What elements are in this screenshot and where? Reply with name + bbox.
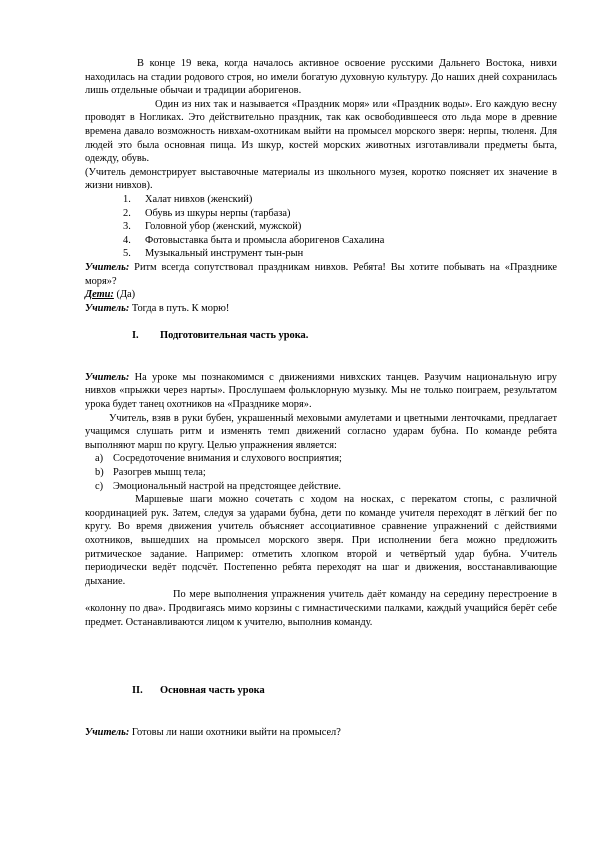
section-title: Подготовительная часть урока. (160, 330, 309, 342)
list-item-text: Эмоциональный настрой на предстоящее действие. (113, 480, 342, 492)
list-item (85, 234, 557, 248)
list-item-text: Головной убор (женский, мужской) (145, 221, 302, 233)
list-item-text: Сосредоточение внимания и слухового восприятия; (113, 453, 342, 465)
dialog-teacher-line-2 (85, 302, 557, 316)
list-item-text: Обувь из шкуры нерпы (тарбаза) (145, 207, 291, 219)
list-item (85, 207, 557, 221)
dialog-text: (Да) (113, 289, 136, 301)
march-paragraph: Маршевые шаги можно сочетать с ходом на носках, с перекатом стопы, с различной координацией рук. Затем, следуя за ударами бубна, дети по команде учителя переходят в лёгкий бег по кругу. Во время движения учитель объясняет ассоциативное сравнение упражнений с действиями охотников, вышедших на промысел морского зверя. При исполнении бега можно предложить ритмическое задание. Например: отметить хлопком второй и четвёртый удар бубна. Учитель периодически ведёт подсчёт. Постепенно ребята переходят на шаг и движения, восстанавливающие дыхание. (85, 494, 557, 587)
list-item-number: 2. (123, 207, 131, 219)
list-item-letter: a) (95, 453, 104, 465)
list-item (85, 220, 557, 234)
list-item (85, 466, 557, 480)
section-heading-2 (85, 684, 557, 698)
list-item (85, 193, 557, 207)
speaker-label: Учитель: (85, 302, 130, 314)
dialog-text: Готовы ли наши охотники выйти на промысел? (129, 726, 341, 738)
list-item-letter: c) (95, 480, 104, 492)
dialog-teacher-line (85, 261, 557, 288)
list-item-number: 3. (123, 221, 131, 233)
intro-paragraph-3: (Учитель демонстрирует выставочные материалы из школьного музея, коротко поясняет их значение в жизни нивхов). (85, 166, 557, 192)
dialog-children-line (85, 288, 557, 302)
speaker-label: Дети: (85, 289, 114, 301)
exhibits-list (85, 193, 557, 261)
speaker-label: Учитель: (85, 371, 130, 383)
part2-teacher-line (85, 726, 557, 740)
goals-list (85, 452, 557, 493)
dialog-text: Ритм всегда сопутствовал праздникам нивхов. Ребята! Вы хотите побывать на «Празднике моря»? (85, 261, 557, 287)
dialog-text: Тогда в путь. К морю! (129, 302, 230, 314)
dialog-text: На уроке мы познакомимся с движениями нивхских танцев. Разучим национальную игру нивхов «прыжки через нарты». Прослушаем фольклорную музыку. Мы не только поиграем, результатом урока будет танец охотников на «Празднике моря». (85, 371, 557, 411)
speaker-label: Учитель: (85, 726, 130, 738)
list-item (85, 480, 557, 494)
intro-paragraph-1: В конце 19 века, когда началось активное освоение русскими Дальнего Востока, нивхи находилась на стадии родового строя, но имели богатую духовную культуру. До наших дней сохранилась лишь отдельные обычаи и традиции аборигенов. (85, 58, 557, 97)
list-item (85, 247, 557, 261)
list-item-text: Халат нивхов (женский) (145, 193, 253, 205)
list-item-text: Фотовыставка быта и промысла аборигенов Сахалина (145, 234, 385, 246)
list-item-letter: b) (95, 467, 104, 479)
list-item-number: 4. (123, 234, 131, 246)
section-number: I. (132, 330, 139, 342)
list-item-number: 1. (123, 193, 131, 205)
drum-paragraph: Учитель, взяв в руки бубен, украшенный меховыми амулетами и цветными ленточками, предлагает учащимся слушать ритм и изменять темп движений согласно ударам бубна. По команде ребята выполняют марш по кругу. Целью упражнения является: (85, 412, 557, 451)
intro-paragraph-2: Один из них так и называется «Праздник моря» или «Праздник воды». Его каждую весну проводят в Ногликах. Это действительно праздник, так как освободившееся ото льда море в древние времена давало возможность нивхам-охотникам выйти на промысел морского зверя: нерпы, тюленя. Для людей это была основная пища. Из шкур, костей морских животных изготавливали предметы быта, одежду, обувь. (85, 98, 557, 165)
speaker-label: Учитель: (85, 261, 130, 273)
section-number: II. (132, 685, 143, 697)
columns-paragraph: По мере выполнения упражнения учитель даёт команду на середину перестроение в «колонну по два». Продвигаясь мимо корзины с гимнастическими палками, каждый учащийся берёт себе предмет. Останавливаются лицом к учителю, выполнив команду. (85, 589, 557, 628)
list-item (85, 452, 557, 466)
section-heading-1 (85, 329, 557, 343)
list-item-text: Разогрев мышц тела; (113, 467, 206, 479)
part1-teacher-paragraph (85, 371, 557, 412)
section-title: Основная часть урока (160, 685, 265, 697)
list-item-number: 5. (123, 248, 131, 260)
list-item-text: Музыкальный инструмент тын-рын (145, 248, 304, 260)
